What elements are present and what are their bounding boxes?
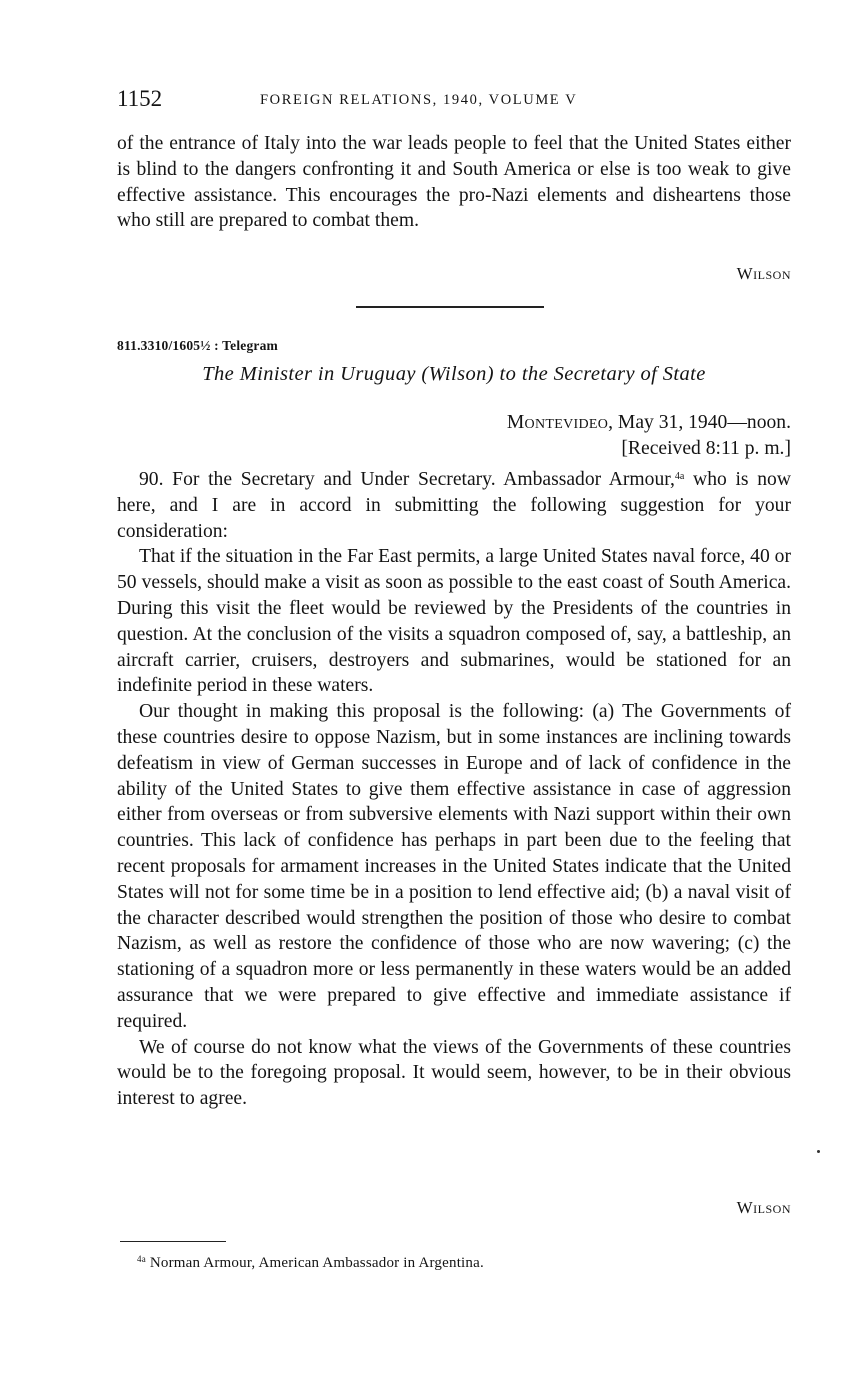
document-title: The Minister in Uruguay (Wilson) to the Secretary of State [202, 363, 706, 385]
running-head: FOREIGN RELATIONS, 1940, VOLUME V [260, 92, 578, 108]
paragraph-2: That if the situation in the Far East permits, a large United States naval force, 40 or 50 vessels, should make a visit as soon as possible to the east coast of South America. During this visit the fleet would be reviewed by the Presidents of the countries in question. At the conclusion of the visits a squadron composed of, say, a battleship, an aircraft carrier, cruisers, destroyers and submarines, would be stationed for an indefinite period in these waters. [117, 546, 791, 697]
carryover-paragraph-block [117, 131, 791, 234]
paragraph-1-text-b: who is now here, and I are in accord in submitting the following suggestion for your consideration: [117, 469, 791, 542]
stray-ink-mark [817, 1150, 820, 1153]
page-number: 1152 [117, 86, 163, 111]
signature-wilson-1: Wilson [736, 264, 791, 283]
carryover-paragraph: of the entrance of Italy into the war leads people to feel that the United States either is blind to the dangers confronting it and South America or else is too weak to give effective assistance. This encourages the pro-Nazi elements and disheartens those who still are prepared to combat them. [117, 133, 791, 232]
date-line [507, 410, 791, 436]
date-text: , May 31, 1940—noon. [608, 412, 791, 433]
paragraph-1 [117, 467, 791, 544]
telegram-body [117, 467, 791, 1112]
footnote-text: Norman Armour, American Ambassador in Argentina. [145, 1255, 484, 1271]
footnote-marker: 4a [674, 471, 685, 482]
dateline [507, 410, 791, 462]
place-name: Montevideo [506, 412, 609, 433]
page-header [117, 86, 791, 116]
paragraph-1-text-a: 90. For the Secretary and Under Secretary. Ambassador Armour, [139, 469, 675, 490]
footnote-rule [120, 1241, 226, 1242]
signature-wilson-2: Wilson [736, 1198, 791, 1217]
footnote [137, 1255, 484, 1272]
section-divider [356, 306, 544, 308]
received-line: [Received 8:11 p. m.] [621, 438, 791, 459]
footnote-number: 4a [137, 1254, 146, 1264]
paragraph-4: We of course do not know what the views of the Governments of these countries would be to the foregoing proposal. It would seem, however, to be in their obvious interest to agree. [117, 1036, 791, 1110]
paragraph-3: Our thought in making this proposal is the following: (a) The Governments of these countries desire to oppose Nazism, but in some instances are inclining towards defeatism in view of German successes in Europe and of lack of confidence in the ability of the United States to give them effective assistance in case of aggression either from overseas or from subversive elements with Nazi support within their own countries. This lack of confidence has perhaps in part been due to the feeling that recent proposals for armament increases in the United States indicate that the United States will not for some time be in a position to lend effective aid; (b) a naval visit of the character described would strengthen the position of those who desire to combat Nazism, as well as restore the confidence of those who are now wavering; (c) the stationing of a squadron more or less permanently in these waters would be an added assurance that we were prepared to give effective and immediate assistance if required. [117, 701, 791, 1032]
file-reference: 811.3310/1605½ : Telegram [117, 338, 278, 353]
